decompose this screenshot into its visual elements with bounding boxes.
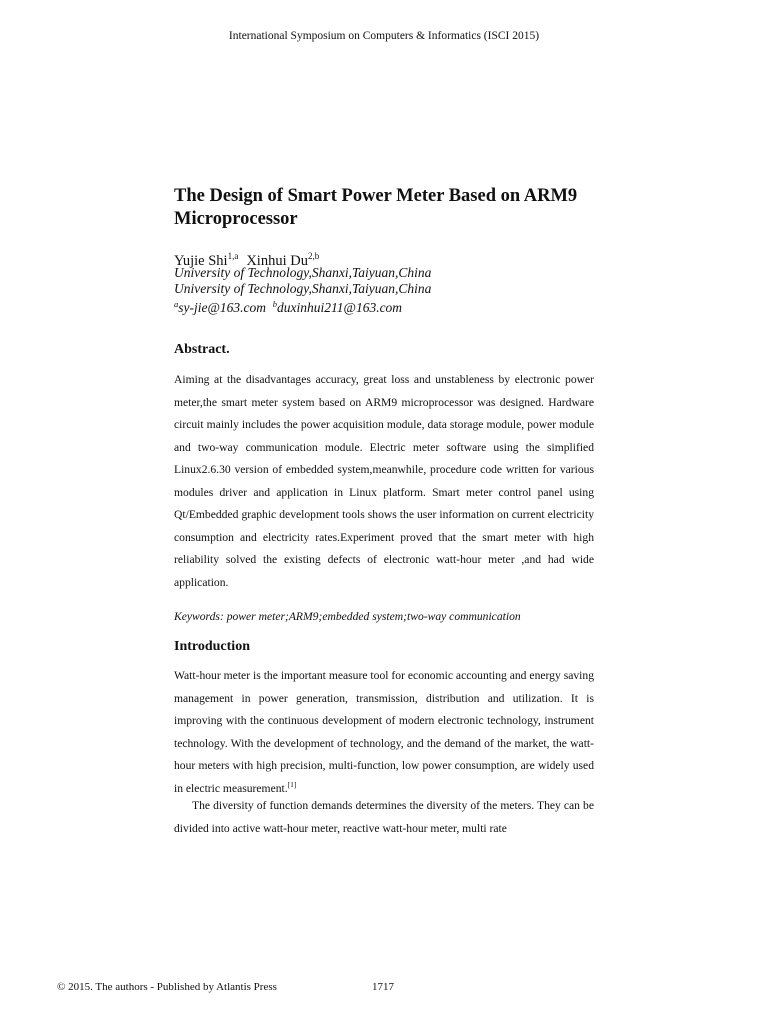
intro-paragraph-1-text: Watt-hour meter is the important measure tool for economic accounting and energy saving management in power generation, transmission, distribution and utilization. It is improving with the continuous development of modern electronic technology, instrument technology. With the development of technology, and the demand of the market, the watt-hour meters with high precision, multi-function, low power consumption, are widely used in electric measurement. [174,669,594,795]
intro-paragraph-1 [174,665,594,800]
email-address: sy-jie@163.com [178,300,267,315]
author-affiliation-mark: 2,b [307,251,320,261]
author-emails [174,296,402,316]
running-header: International Symposium on Computers & Informatics (ISCI 2015) [228,30,540,42]
email-address: duxinhui211@163.com [277,300,403,315]
author-name: Xinhui Du [246,253,308,269]
abstract-heading: Abstract. [174,342,230,357]
affiliation: University of Technology,Shanxi,Taiyuan,China [174,281,432,296]
email-mark: b [272,299,278,309]
affiliation: University of Technology,Shanxi,Taiyuan,China [174,265,432,280]
intro-paragraph-2: The diversity of function demands determines the diversity of the meters. They can be divided into active watt-hour meter, reactive watt-hour meter, multi rate [174,799,594,835]
author-name: Yujie Shi [174,253,228,269]
keywords: Keywords: power meter;ARM9;embedded system;two-way communication [174,610,521,623]
footer-copyright: © 2015. The authors - Published by Atlantis Press [57,981,277,993]
abstract-text: Aiming at the disadvantages accuracy, great loss and unstableness by electronic power meter,the smart meter system based on ARM9 microprocessor was designed. Hardware circuit mainly includes the power acquisition module, data storage module, power module and two-way communication module. Electric meter software using the simplified Linux2.6.30 version of embedded system,meanwhile, procedure code written for various modules driver and application in Linux platform. Smart meter control panel using Qt/Embedded graphic development tools shows the user information on current electricity consumption and electricity rates.Experiment proved that the smart meter with high reliability solved the existing defects of electronic watt-hour meter ,and had wide application. [174,373,594,589]
author-affiliation-mark: 1,a [227,251,239,261]
email-mark: a [174,299,179,309]
page-number: 1717 [372,981,394,993]
citation-ref: [1] [287,779,297,789]
paper-title: The Design of Smart Power Meter Based on ARM9 Microprocessor [174,186,578,229]
introduction-heading: Introduction [174,639,250,654]
